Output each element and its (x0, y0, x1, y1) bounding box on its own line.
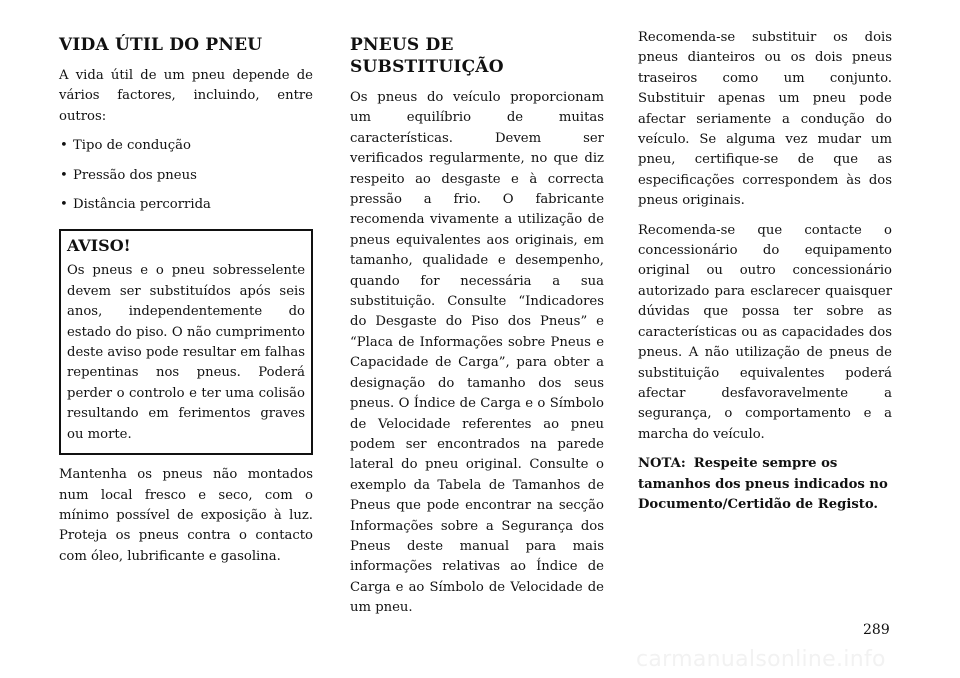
list-item (59, 195, 313, 215)
tire-life-intro: A vida útil de um pneu depende de vários factores, incluindo, entre outros: (59, 68, 313, 124)
list-item (59, 166, 313, 186)
warning-text: Os pneus e o pneu sobresselente devem ser substituídos após seis anos, independentemente do estado do piso. O não cumprimento deste aviso pode resultar em falhas repentinas nos pneus. Poderá perder o controlo e ter uma colisão resultando em ferimentos graves ou morte. (67, 263, 305, 442)
column-replacement-continued (638, 28, 892, 515)
column-tire-life (59, 28, 313, 576)
bullet-icon: • (60, 167, 68, 183)
note-text: Respeite sempre os tamanhos dos pneus indicados no Documento/Certidão de Registo. (638, 456, 888, 512)
section-title-tire-life: VIDA ÚTIL DO PNEU (59, 35, 263, 55)
tire-storage-paragraph: Mantenha os pneus não montados num local fresco e seco, com o mínimo possível de exposição à luz. Proteja os pneus contra o contacto com óleo, lubrificante e gasolina. (59, 467, 313, 564)
tire-life-factors-list (59, 136, 313, 215)
list-item-text: Pressão dos pneus (73, 167, 197, 183)
watermark: carmanualsonline.info (636, 647, 886, 672)
replacement-recommendation-paragraph: Recomenda-se substituir os dois pneus dianteiros ou os dois pneus traseiros como um conjunto. Substituir apenas um pneu pode afectar seriamente a condução do veículo. Se alguma vez mudar um pneu, certifique-se de que as especificações correspondem às dos pneus originais. (638, 30, 892, 209)
warning-box (59, 229, 313, 455)
list-item-text: Tipo de condução (73, 138, 191, 154)
bullet-icon: • (60, 138, 68, 154)
section-title-replacement-tires: PNEUS DE SUBSTITUIÇÃO (350, 35, 504, 77)
column-replacement-tires (350, 28, 604, 628)
list-item-text: Distância percorrida (73, 197, 211, 213)
note-label: NOTA: (638, 456, 686, 472)
note (638, 454, 892, 515)
warning-title: AVISO! (67, 236, 131, 256)
page-number: 289 (863, 622, 890, 638)
dealer-contact-paragraph: Recomenda-se que contacte o concessionário do equipamento original ou outro concessionário autorizado para esclarecer quaisquer dúvidas que possa ter sobre as características ou as capacidades dos pneus. A não utilização de pneus de substituição equivalentes poderá afectar desfavoravelmente a segurança, o comportamento e a marcha do veículo. (638, 222, 892, 442)
list-item (59, 136, 313, 156)
replacement-tires-paragraph: Os pneus do veículo proporcionam um equilíbrio de muitas características. Devem ser verificados regularmente, no que diz respeito ao desgaste e à correcta pressão a frio. O fabricante recomenda vivamente a utilização de pneus equivalentes aos originais, em tamanho, qualidade e desempenho, quando for necessária a sua substituição. Consulte “Indicadores do Desgaste do Piso dos Pneus” e “Placa de Informações sobre Pneus e Capacidade de Carga”, para obter a designação do tamanho dos seus pneus. O Índice de Carga e o Símbolo de Velocidade referentes ao pneu podem ser encontrados na parede lateral do pneu original. Consulte o exemplo da Tabela de Tamanhos de Pneus que pode encontrar na secção Informações sobre a Segurança dos Pneus deste manual para mais informações relativas ao Índice de Carga e ao Símbolo de Velocidade de um pneu. (350, 90, 604, 616)
bullet-icon: • (60, 197, 68, 213)
